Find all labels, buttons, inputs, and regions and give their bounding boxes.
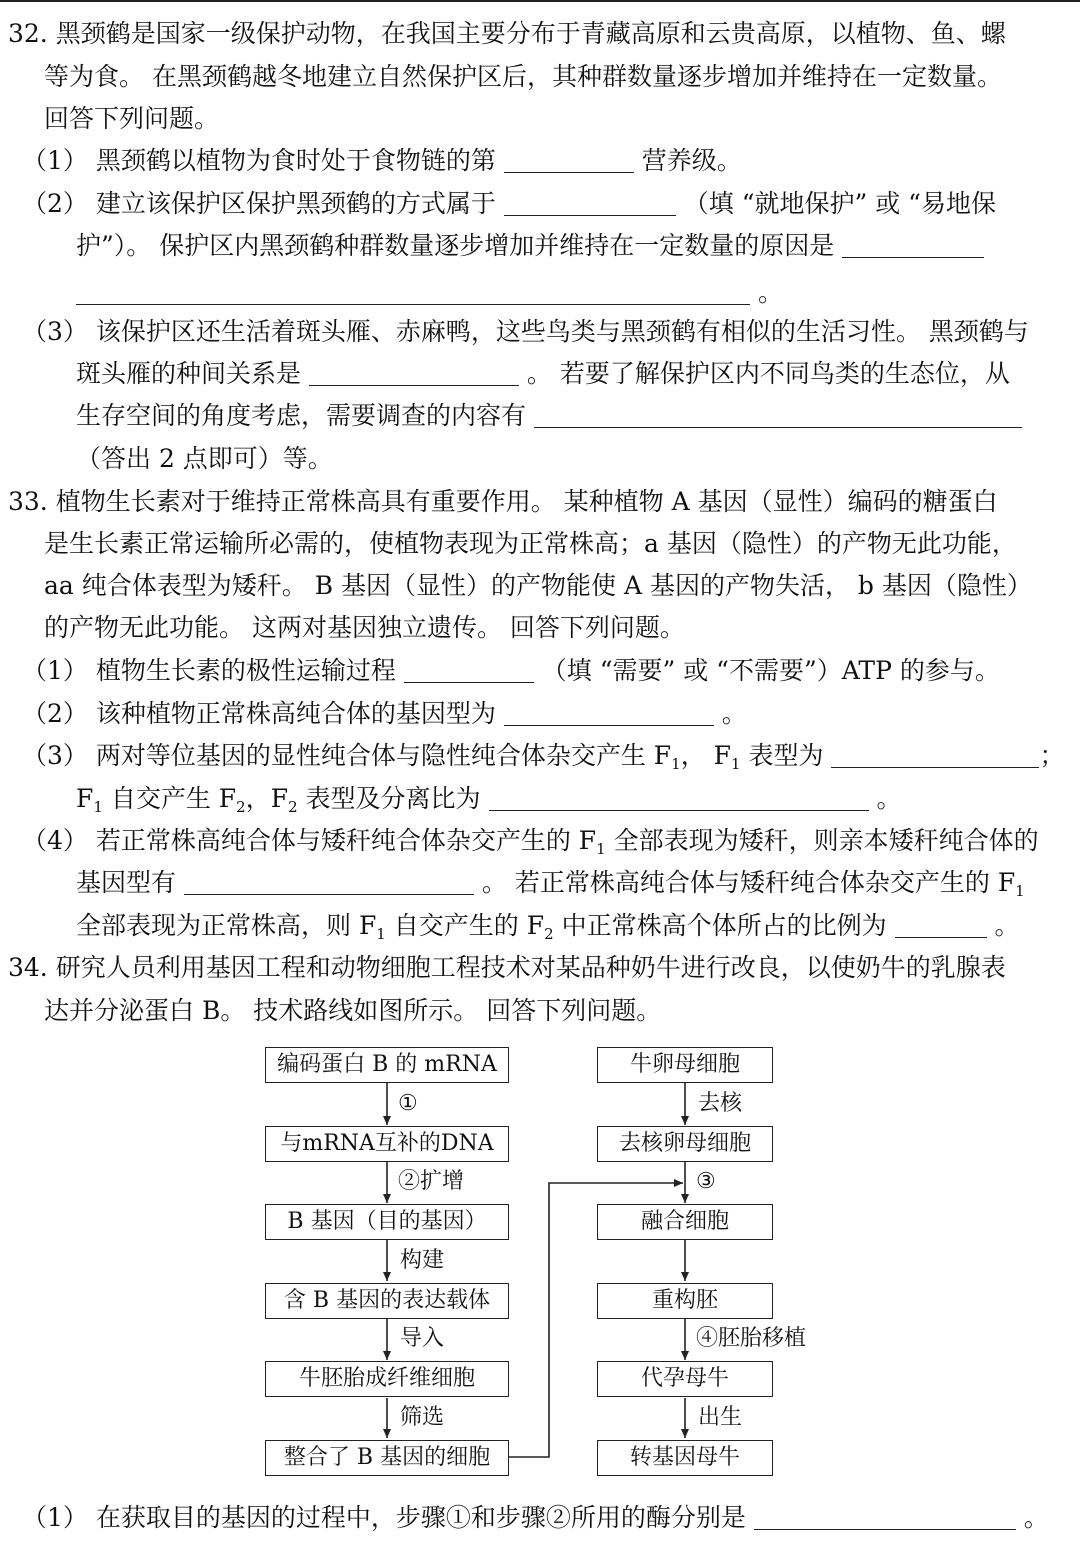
q32-part-3-line-2: 斑头雁的种间关系是 。 若要了解保护区内不同鸟类的生态位，从 (76, 359, 1010, 388)
q34-part-1: （1） 在获取目的基因的过程中，步骤①和步骤②所用的酶分别是 。 (22, 1503, 1049, 1532)
q32-part-1: （1） 黑颈鹤以植物为食时处于食物链的第 营养级。 (22, 146, 742, 175)
flow-right-step-1: 去核 (698, 1091, 743, 1116)
q32-part-3-line-4: （答出 2 点即可）等。 (76, 444, 333, 473)
flow-left-step-1: ① (398, 1091, 418, 1116)
q33-part-1: （1） 植物生长素的极性运输过程 （填 “需要” 或 “不需要”）ATP 的参与。 (22, 656, 1000, 685)
q32-part-3-line-1: （3） 该保护区还生活着斑头雁、赤麻鸭，这些鸟类与黑颈鹤有相似的生活习性。 黑颈鹤与 (22, 317, 1029, 346)
q32-part-2-line-3: 。 (76, 275, 783, 311)
q32-part-2-line-2: 护”）。 保护区内黑颈鹤种群数量逐步增加并维持在一定数量的原因是 (76, 228, 984, 264)
q34-stem-line-2: 达并分泌蛋白 B。 技术路线如图所示。 回答下列问题。 (44, 996, 662, 1025)
q33-part-4-line-2: 基因型有 。 若正常株高纯合体与矮秆纯合体杂交产生的 $F_1$ (76, 868, 1025, 900)
flow-left-box-1: 编码蛋白 B 的 mRNA (265, 1047, 509, 1083)
q33-part-3-line-2: $F_1$ 自交产生 $F_2$，$F_2$ 表型及分离比为 。 (76, 784, 902, 816)
flow-right-box-6: 转基因母牛 (597, 1440, 773, 1476)
flow-left-step-5: 筛选 (400, 1405, 445, 1430)
flow-left-step-4: 导入 (400, 1326, 445, 1351)
flow-left-box-6: 整合了 B 基因的细胞 (265, 1440, 509, 1476)
flow-right-box-5: 代孕母牛 (597, 1361, 773, 1397)
flow-right-step-4: ④胚胎移植 (696, 1326, 807, 1351)
q32-part-2-line-1: （2） 建立该保护区保护黑颈鹤的方式属于 （填 “就地保护” 或 “易地保 (22, 189, 996, 218)
flow-right-box-2: 去核卵母细胞 (597, 1126, 773, 1162)
q33-stem-line-2: 是生长素正常运输所必需的，使植物表现为正常株高；a 基因（隐性）的产物无此功能， (44, 529, 1017, 558)
q33-part-2: （2） 该种植物正常株高纯合体的基因型为 。 (22, 699, 747, 728)
q33-part-4-line-1: （4） 若正常株高纯合体与矮秆纯合体杂交产生的 $F_1$ 全部表现为矮秆，则亲本矮秆纯合体的 (22, 826, 1039, 858)
answer-blank[interactable] (754, 1503, 1016, 1530)
flow-left-box-4: 含 B 基因的表达载体 (265, 1283, 509, 1319)
q32-stem-line-2: 等为食。 在黑颈鹤越冬地建立自然保护区后，其种群数量逐步增加并维持在一定数量。 (44, 62, 1002, 91)
q33-part-4-line-3: 全部表现为正常株高，则 $F_1$ 自交产生的 $F_2$ 中正常株高个体所占的比例为 。 (76, 911, 1020, 943)
flow-right-step-5: 出生 (698, 1405, 743, 1430)
flow-left-step-3: 构建 (400, 1248, 445, 1273)
flow-left-box-5: 牛胚胎成纤维细胞 (265, 1361, 509, 1397)
flow-right-box-3: 融合细胞 (597, 1204, 773, 1240)
flow-right-box-1: 牛卵母细胞 (597, 1047, 773, 1083)
flow-right-step-2: ③ (696, 1169, 716, 1194)
flow-right-box-4: 重构胚 (597, 1283, 773, 1319)
q33-stem-line-1: 33. 植物生长素对于维持正常株高具有重要作用。 某种植物 A 基因（显性）编码的糖蛋白 (8, 487, 998, 516)
q32-stem-line-3: 回答下列问题。 (44, 104, 220, 133)
flow-left-box-3: B 基因（目的基因） (265, 1204, 509, 1240)
q33-stem-line-4: 的产物无此功能。 这两对基因独立遗传。 回答下列问题。 (44, 613, 685, 642)
q33-stem-line-3: aa 纯合体表型为矮秆。 B 基因（显性）的产物能使 A 基因的产物失活， b 基因（隐性） (44, 571, 1032, 600)
flow-left-box-2: 与mRNA互补的DNA (265, 1126, 509, 1162)
flow-left-step-2: ②扩增 (398, 1169, 465, 1194)
q32-stem-line-1: 32. 黑颈鹤是国家一级保护动物，在我国主要分布于青藏高原和云贵高原，以植物、鱼、螺 (8, 19, 1006, 48)
q34-stem-line-1: 34. 研究人员利用基因工程和动物细胞工程技术对某品种奶牛进行改良，以使奶牛的乳腺表 (8, 953, 1006, 982)
q32-part-3-line-3: 生存空间的角度考虑，需要调查的内容有 (76, 398, 1022, 434)
q33-part-3-line-1: （3） 两对等位基因的显性纯合体与隐性纯合体杂交产生 $F_1$， $F_1$ 表型为 ； (22, 741, 1065, 773)
